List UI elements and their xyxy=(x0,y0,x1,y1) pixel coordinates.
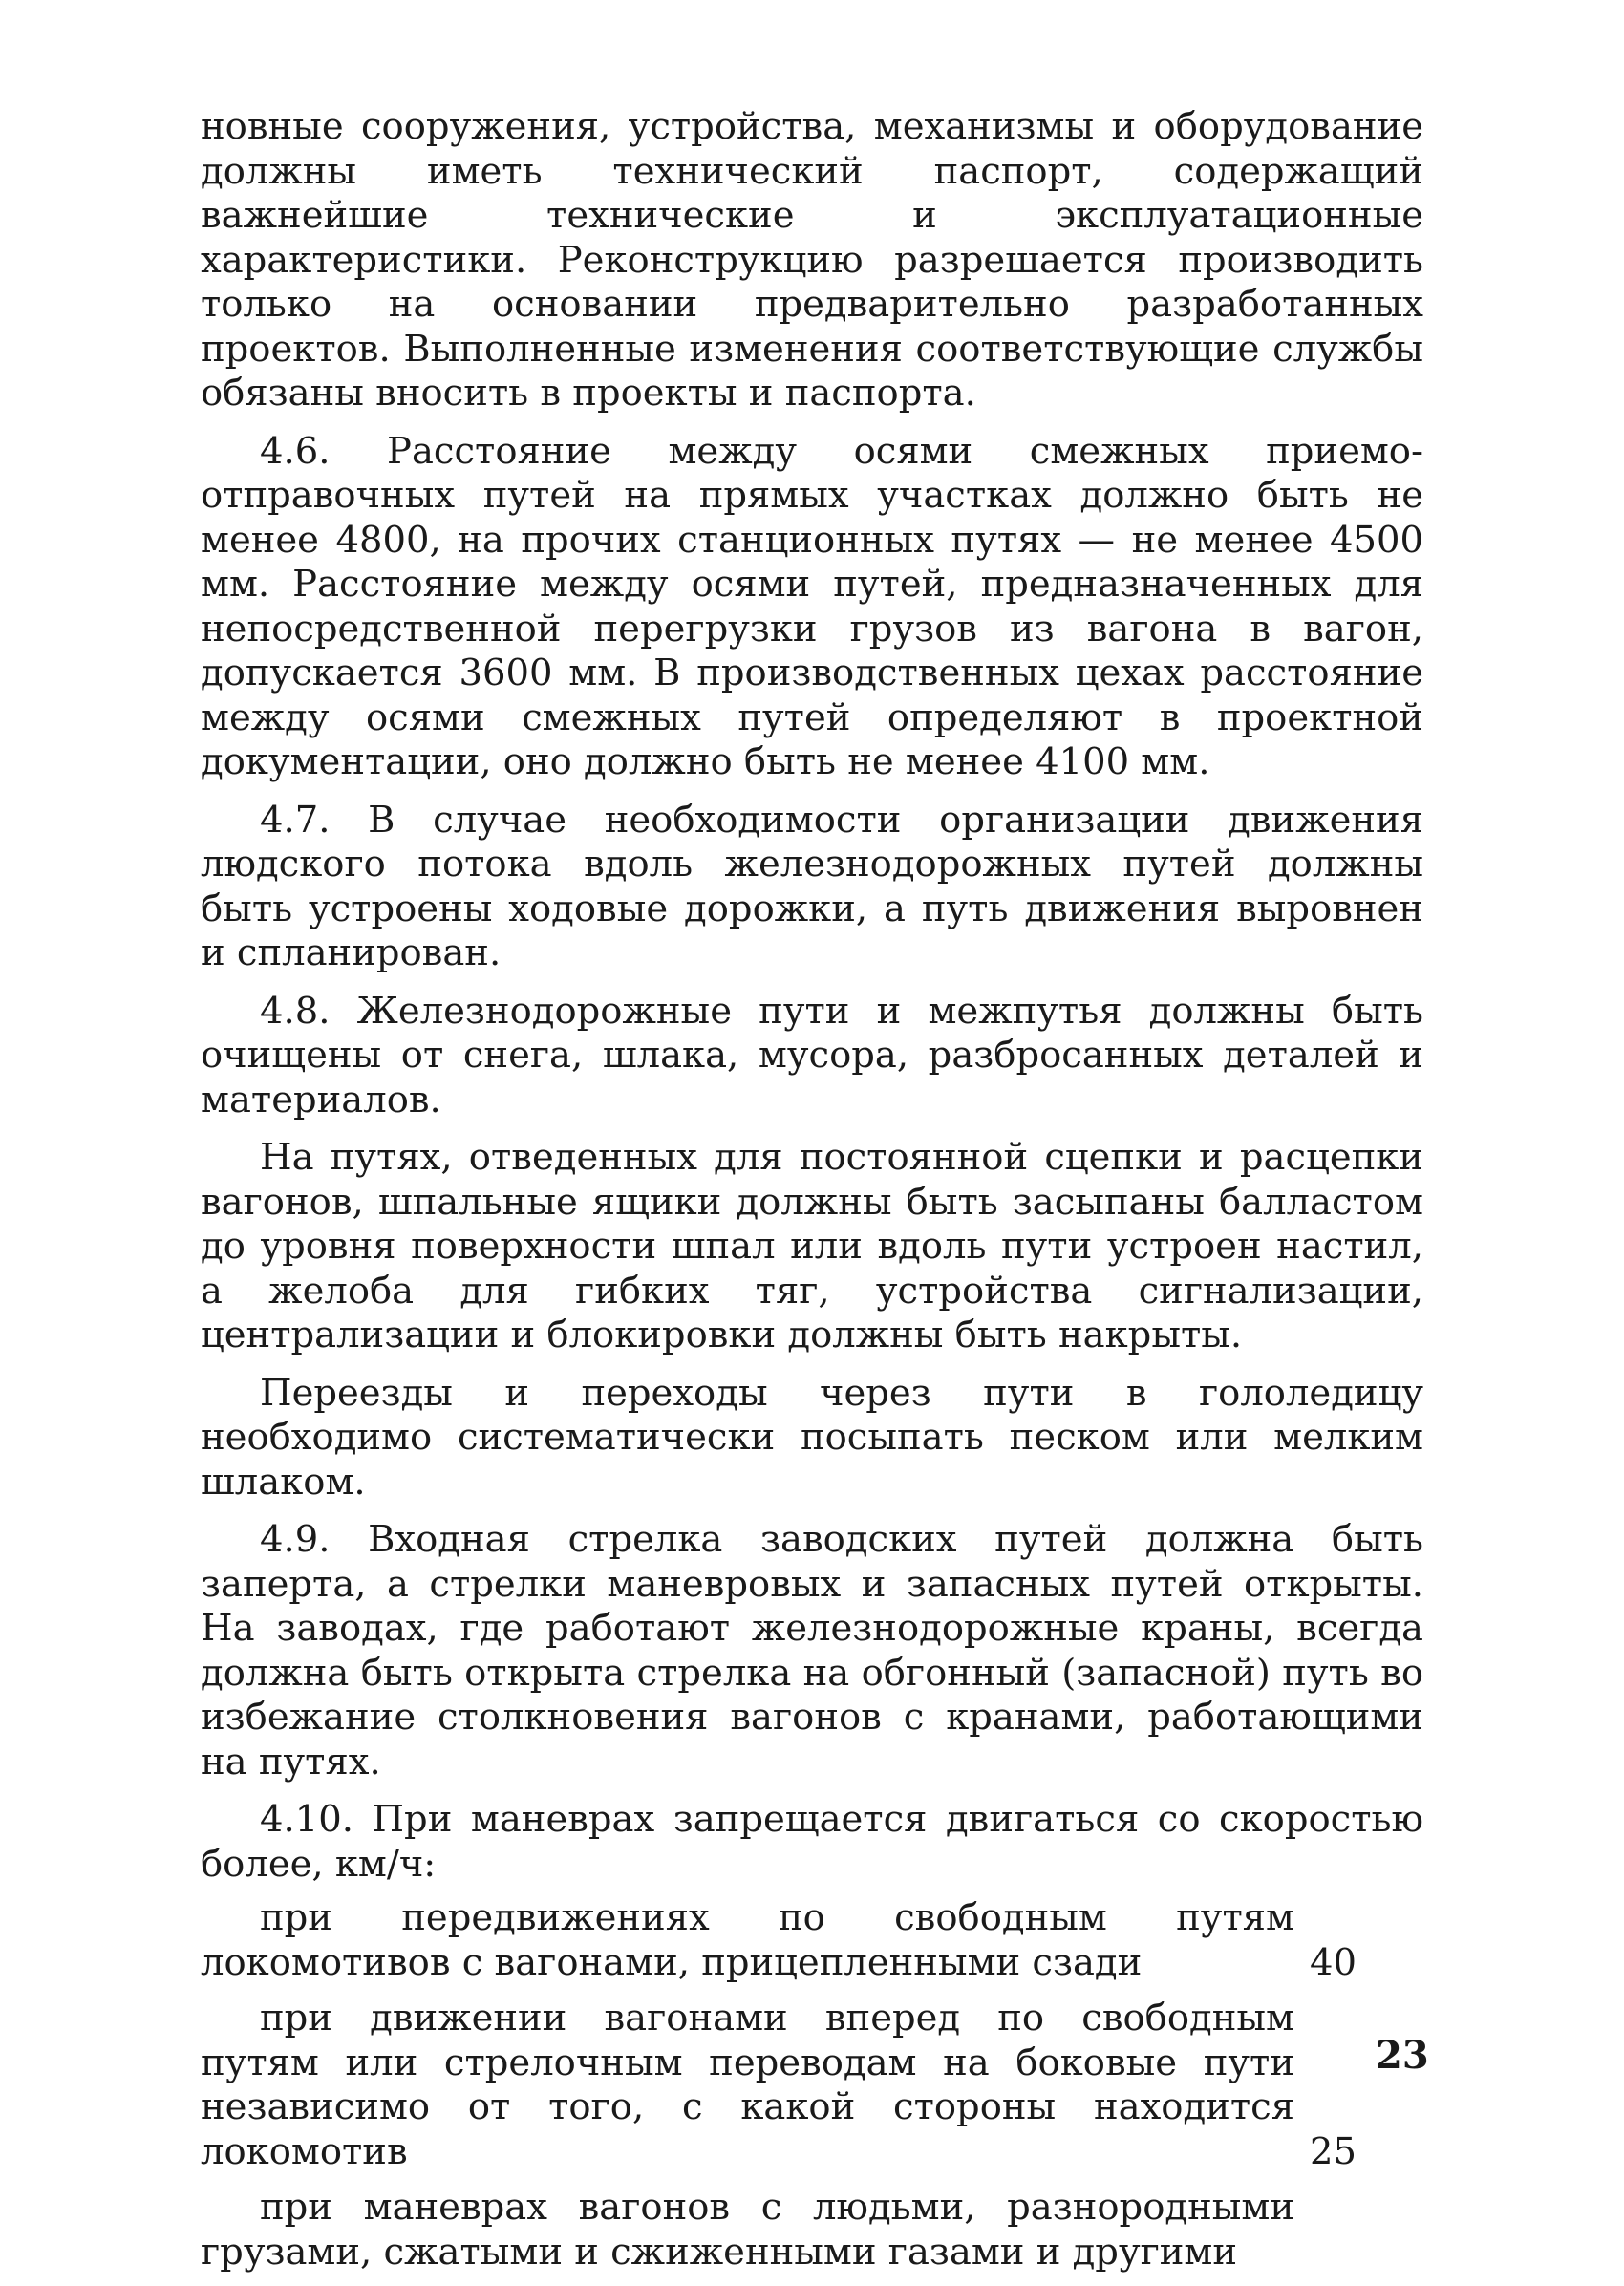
paragraph-4-8: 4.8. Железнодорожные пути и межпутья должны быть очищены от снега, шлака, мусора, разбросанных деталей и материалов. xyxy=(201,989,1423,1122)
paragraph-continuation: новные сооружения, устройства, механизмы и оборудование должны иметь технический паспорт, содержащий важнейшие технические и эксплуатационные характеристики. Реконструкцию разрешается производить только на основании предварительно разработанных проектов. Выполненные изменения соответствующие службы обязаны вносить в проекты и паспорта. xyxy=(201,105,1423,415)
speed-list-item xyxy=(201,1896,1423,1985)
speed-item-value: 40 xyxy=(1310,1940,1357,1984)
speed-list-item xyxy=(201,2186,1423,2275)
paragraph-4-10: 4.10. При маневрах запрещается двигаться со скоростью более, км/ч: xyxy=(201,1798,1423,1886)
paragraph-tracks-coupling: На путях, отведенных для постоянной сцепки и расцепки вагонов, шпальные ящики должны быть засыпаны балластом до уровня поверхности шпал или вдоль пути устроен настил, а желоба для гибких тяг, устройства сигнализации, централизации и блокировки должны быть накрыты. xyxy=(201,1136,1423,1357)
speed-item-text: при маневрах вагонов с людьми, разнородными грузами, сжатыми и сжиженными газами и другими xyxy=(201,2186,1294,2274)
speed-item-value: 25 xyxy=(1310,2129,1357,2173)
paragraph-4-7: 4.7. В случае необходимости организации движения людского потока вдоль железнодорожных путей должны быть устроены ходовые дорожки, а путь движения выровнен и спланирован. xyxy=(201,798,1423,974)
page-number: 23 xyxy=(1376,2033,1429,2078)
page-body xyxy=(201,105,1423,2286)
paragraph-crossings: Переезды и переходы через пути в гололедицу необходимо систематически посыпать песком или мелким шлаком. xyxy=(201,1371,1423,1504)
paragraph-4-6: 4.6. Расстояние между осями смежных приемо-отправочных путей на прямых участках должно быть не менее 4800, на прочих станционных путях — не менее 4500 мм. Расстояние между осями путей, предназначенных для непосредственной перегрузки грузов из вагона в вагон, допускается 3600 мм. В производственных цехах расстояние между осями смежных путей определяют в проектной документации, оно должно быть не менее 4100 мм. xyxy=(201,429,1423,783)
speed-list-item xyxy=(201,1997,1423,2174)
speed-item-text: при передвижениях по свободным путям локомотивов с вагонами, прицепленными сзади xyxy=(201,1896,1294,1984)
paragraph-4-9: 4.9. Входная стрелка заводских путей должна быть заперта, а стрелки маневровых и запасных путей открыты. На заводах, где работают железнодорожные краны, всегда должна быть открыта стрелка на обгонный (запасной) путь во избежание столкновения вагонов с кранами, работающими на путях. xyxy=(201,1518,1423,1784)
speed-item-text: при движении вагонами вперед по свободным путям или стрелочным переводам на боковые пути независимо от того, с какой стороны находится локомотив xyxy=(201,1997,1294,2173)
